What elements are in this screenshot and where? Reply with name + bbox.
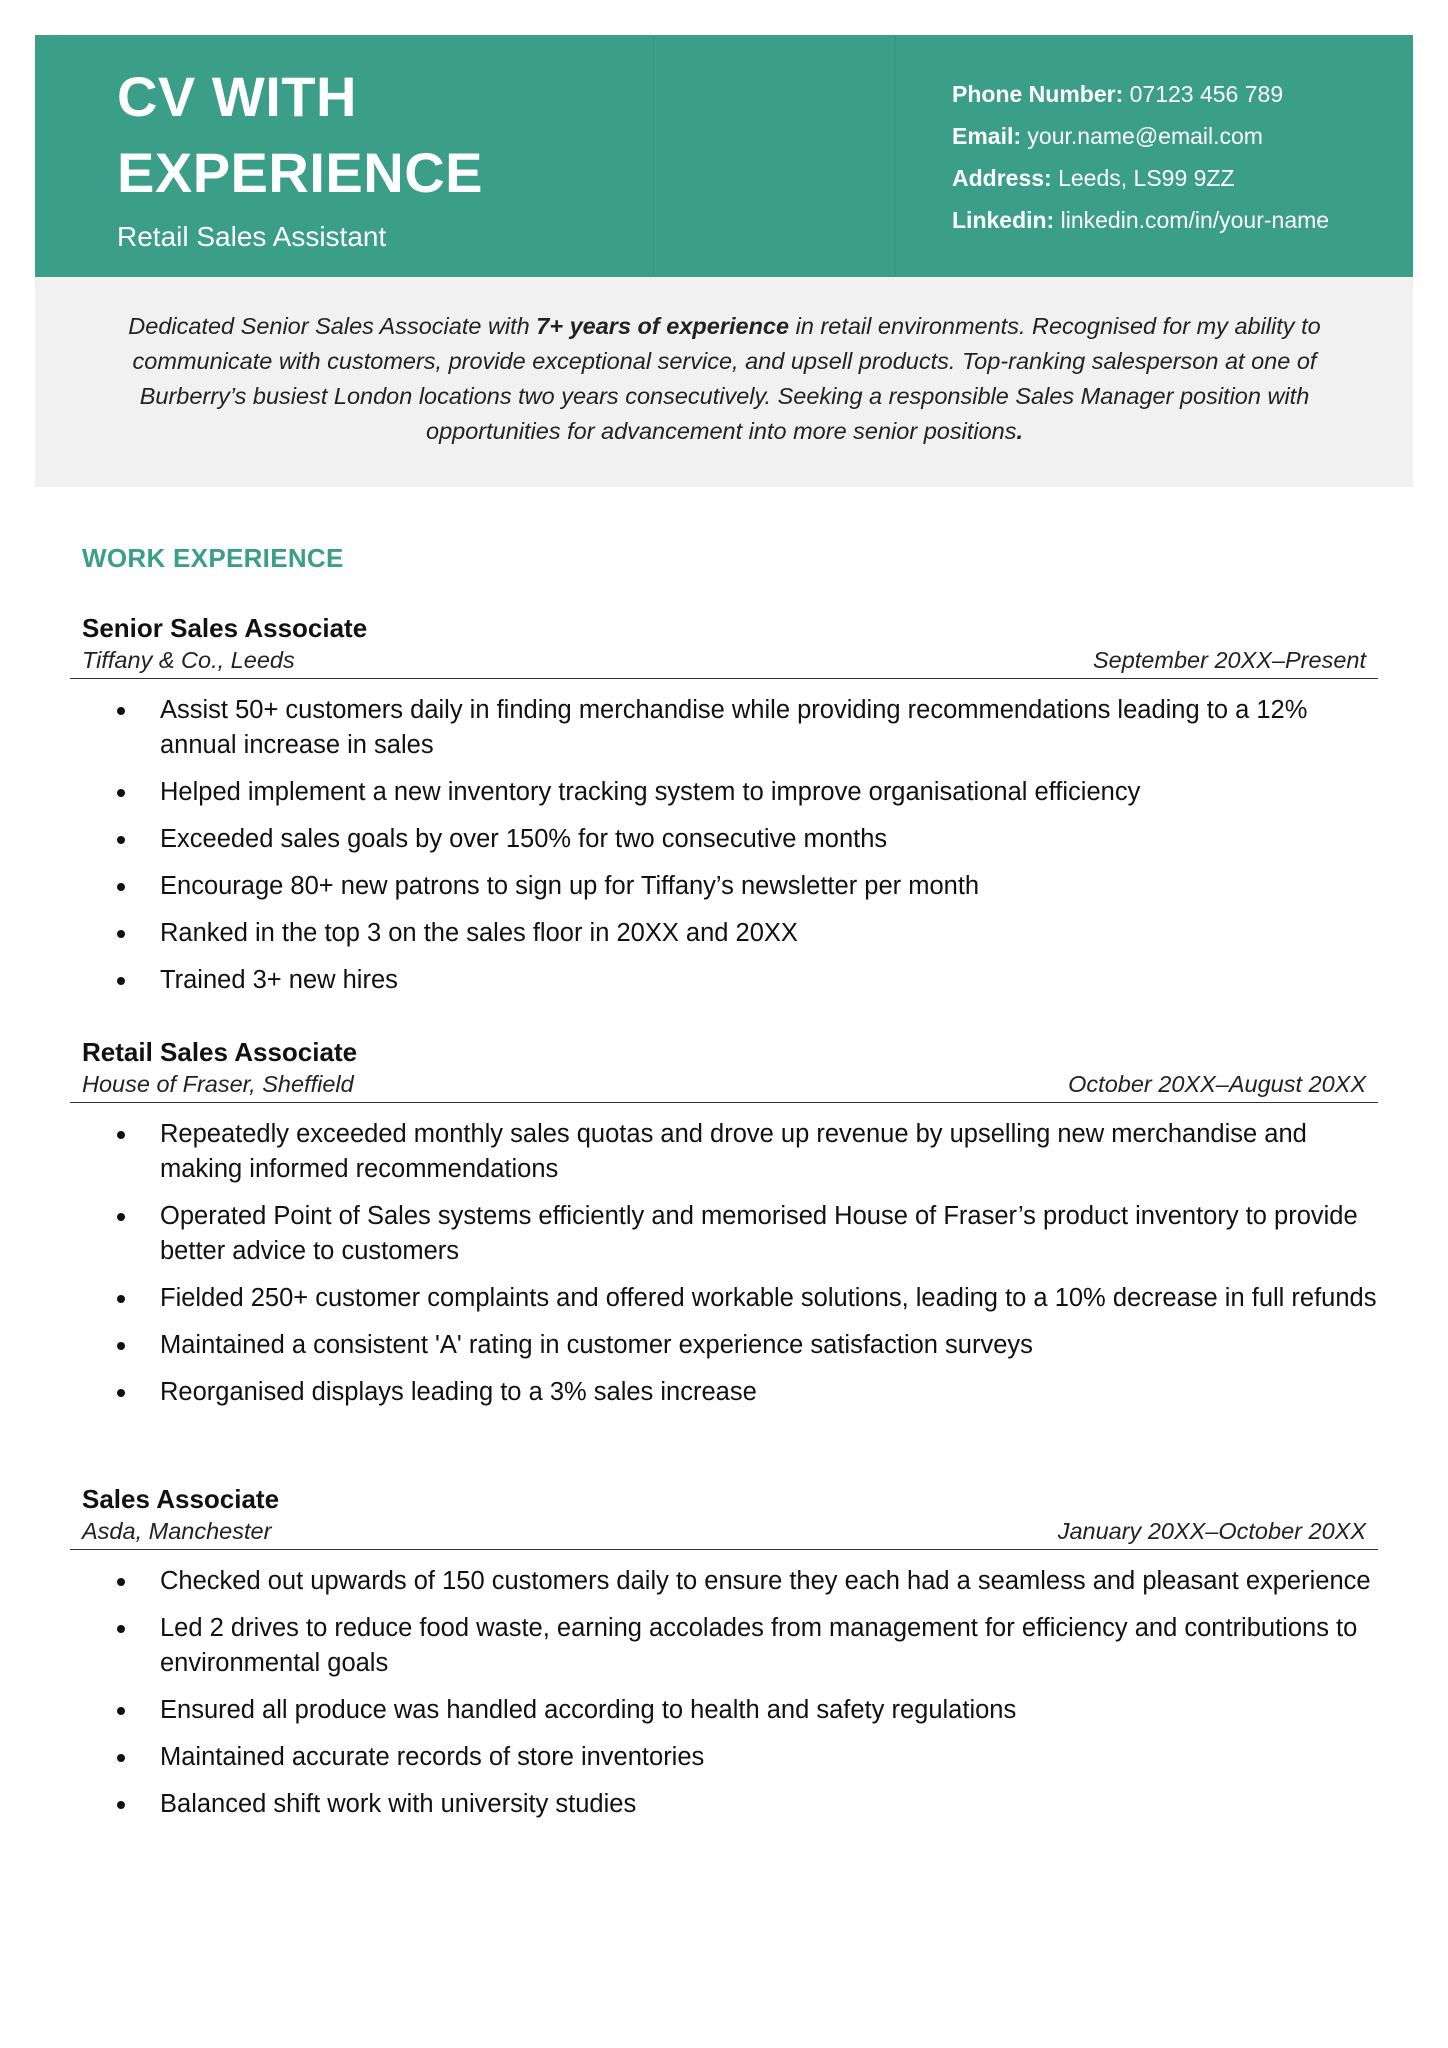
contact-value: your.name@email.com <box>1027 123 1263 149</box>
bullet-dot-icon <box>117 1213 125 1221</box>
bullet-text: Assist 50+ customers daily in finding merchandise while providing recommendations leading to a 12% annual increase in sales <box>160 696 1308 759</box>
job-entry <box>70 612 1378 1010</box>
bullet-item <box>70 1787 1378 1822</box>
cv-title-line-2: EXPERIENCE <box>117 141 483 204</box>
bullet-dot-icon <box>117 1295 125 1303</box>
bullet-dot-icon <box>117 1389 125 1397</box>
bullet-dot-icon <box>117 836 125 844</box>
bullet-text: Checked out upwards of 150 customers daily to ensure they each had a seamless and pleasant experience <box>160 1567 1371 1595</box>
bullet-item <box>70 916 1378 951</box>
job-title: Retail Sales Associate <box>82 1037 358 1067</box>
bullet-dot-icon <box>117 883 125 891</box>
bullet-item <box>70 1281 1378 1316</box>
bullet-item <box>70 822 1378 857</box>
job-bullets <box>70 1564 1378 1822</box>
contact-label: Phone Number: <box>952 81 1124 107</box>
job-entry <box>70 1036 1378 1422</box>
summary-part-1: Dedicated Senior Sales Associate with <box>128 313 537 339</box>
bullet-dot-icon <box>117 930 125 938</box>
bullet-text: Ensured all produce was handled according to health and safety regulations <box>160 1696 1017 1724</box>
bullet-text: Maintained accurate records of store inventories <box>160 1743 705 1771</box>
contact-email <box>952 115 1392 157</box>
bullet-text: Exceeded sales goals by over 150% for two consecutive months <box>160 825 888 853</box>
bullet-item <box>70 1693 1378 1728</box>
contact-block <box>952 73 1392 241</box>
header-divider <box>895 35 896 277</box>
job-bullets <box>70 1117 1378 1410</box>
job-meta <box>70 1068 1378 1103</box>
bullet-item <box>70 693 1378 763</box>
bullet-text: Operated Point of Sales systems efficiently and memorised House of Fraser’s product inventory to provide better advice to customers <box>160 1202 1358 1265</box>
summary-part-2: in retail environments. Recognised for my ability to communicate with customers, provide exceptional service, and upsell products. Top-ranking salesperson at one of Burberry’s busiest London locations two years consecutively. Seeking a responsible Sales Manager position with opportunities for advancement into more senior positions <box>132 313 1321 444</box>
job-dates: October 20XX–August 20XX <box>1068 1071 1366 1097</box>
job-company: Asda, Manchester <box>82 1518 272 1544</box>
bullet-item <box>70 1117 1378 1187</box>
work-experience-heading: WORK EXPERIENCE <box>82 543 344 573</box>
cv-header <box>35 35 1413 277</box>
cv-subtitle: Retail Sales Assistant <box>117 221 387 252</box>
bullet-dot-icon <box>117 1342 125 1350</box>
bullet-text: Ranked in the top 3 on the sales floor in 20XX and 20XX <box>160 919 798 947</box>
job-entry <box>70 1483 1378 1834</box>
summary-end: . <box>1016 418 1023 444</box>
bullet-dot-icon <box>117 1754 125 1762</box>
contact-linkedin <box>952 199 1392 241</box>
bullet-dot-icon <box>117 1707 125 1715</box>
bullet-item <box>70 1611 1378 1681</box>
contact-value: linkedin.com/in/your-name <box>1060 207 1330 233</box>
bullet-item <box>70 963 1378 998</box>
bullet-item <box>70 775 1378 810</box>
job-title: Senior Sales Associate <box>82 613 368 643</box>
job-company: Tiffany & Co., Leeds <box>82 647 295 673</box>
job-bullets <box>70 693 1378 998</box>
bullet-item <box>70 869 1378 904</box>
bullet-dot-icon <box>117 1578 125 1586</box>
bullet-text: Encourage 80+ new patrons to sign up for Tiffany’s newsletter per month <box>160 872 980 900</box>
contact-address <box>952 157 1392 199</box>
bullet-text: Repeatedly exceeded monthly sales quotas and drove up revenue by upselling new merchandise and making informed recommendations <box>160 1120 1307 1183</box>
bullet-text: Led 2 drives to reduce food waste, earning accolades from management for efficiency and contributions to environmental goals <box>160 1614 1358 1677</box>
bullet-dot-icon <box>117 1625 125 1633</box>
bullet-dot-icon <box>117 789 125 797</box>
bullet-text: Fielded 250+ customer complaints and offered workable solutions, leading to a 10% decrease in full refunds <box>160 1284 1377 1312</box>
bullet-dot-icon <box>117 977 125 985</box>
contact-label: Address: <box>952 165 1052 191</box>
bullet-item <box>70 1328 1378 1363</box>
name-block <box>117 59 637 255</box>
bullet-text: Helped implement a new inventory tracking system to improve organisational efficiency <box>160 778 1141 806</box>
contact-value: 07123 456 789 <box>1129 81 1284 107</box>
job-title: Sales Associate <box>82 1484 280 1514</box>
job-company: House of Fraser, Sheffield <box>82 1071 354 1097</box>
cv-title-line-1: CV WITH <box>117 65 357 128</box>
bullet-text: Balanced shift work with university studies <box>160 1790 637 1818</box>
bullet-item <box>70 1375 1378 1410</box>
contact-label: Linkedin: <box>952 207 1055 233</box>
bullet-text: Trained 3+ new hires <box>160 966 398 994</box>
contact-label: Email: <box>952 123 1022 149</box>
job-meta <box>70 1515 1378 1550</box>
job-dates: September 20XX–Present <box>1092 647 1366 673</box>
summary-text <box>117 309 1332 449</box>
bullet-item <box>70 1564 1378 1599</box>
header-divider <box>653 35 654 277</box>
bullet-item <box>70 1740 1378 1775</box>
bullet-dot-icon <box>117 1131 125 1139</box>
bullet-dot-icon <box>117 1801 125 1809</box>
bullet-text: Maintained a consistent 'A' rating in customer experience satisfaction surveys <box>160 1331 1033 1359</box>
bullet-item <box>70 1199 1378 1269</box>
job-dates: January 20XX–October 20XX <box>1057 1518 1366 1544</box>
job-meta <box>70 644 1378 679</box>
bullet-text: Reorganised displays leading to a 3% sales increase <box>160 1378 757 1406</box>
profile-summary <box>35 277 1413 487</box>
summary-bold: 7+ years of experience <box>536 313 790 339</box>
bullet-dot-icon <box>117 707 125 715</box>
contact-value: Leeds, LS99 9ZZ <box>1058 165 1235 191</box>
contact-phone <box>952 73 1392 115</box>
